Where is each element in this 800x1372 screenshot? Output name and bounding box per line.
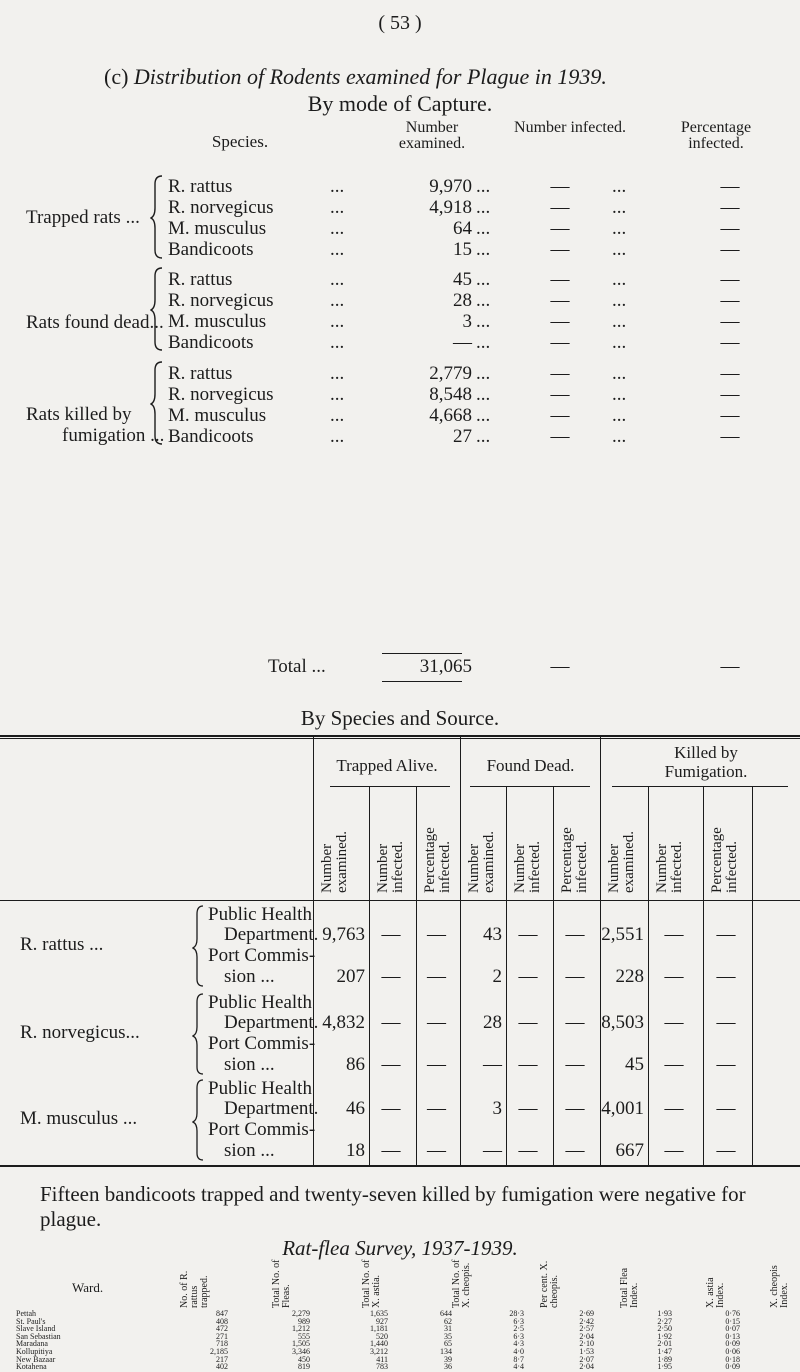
t2-cell-pd: — <box>381 1098 401 1119</box>
t1-examined: 45 <box>453 269 472 290</box>
t3-header: Total Flea Index. <box>619 1267 640 1308</box>
t2-cell-pc: — <box>381 966 401 987</box>
t2-group-trapped-alive: Trapped Alive. <box>336 756 438 775</box>
t1-header-percentage: Percentage infected. <box>680 119 752 152</box>
t2-cell-pd: — <box>565 1012 585 1033</box>
t2-cell-pc: — <box>518 966 538 987</box>
t2-cell-pc: — <box>664 1140 684 1161</box>
t2-source-pc-1: Port Commis- <box>208 1033 316 1054</box>
t3-cell: 39 <box>444 1354 452 1364</box>
t3-ward: Kotahena <box>16 1362 47 1372</box>
t1-examined: 27 <box>453 426 472 447</box>
t1-dots: ... <box>476 239 491 260</box>
t1-dots: ... <box>612 363 627 384</box>
t3-ward: St. Paul's <box>16 1316 46 1326</box>
t2-species: R. rattus ... <box>20 934 104 955</box>
t2-source-pd-1: Public Health <box>208 1078 312 1099</box>
t1-dots: ... <box>330 239 345 260</box>
t3-ward: Maradana <box>16 1339 48 1349</box>
t3-header: Per cent. X. cheopis. <box>539 1260 560 1308</box>
t3-cell: 1,212 <box>292 1324 310 1334</box>
t2-source-pd-2: Department. <box>224 1098 319 1119</box>
t1-total-label: Total ... <box>268 656 326 677</box>
t3-cell: 28·3 <box>509 1309 524 1318</box>
t3-cell: 408 <box>216 1316 228 1326</box>
t1-dots: ... <box>330 197 345 218</box>
t1-total-percentage: — <box>720 656 740 677</box>
t2-sub-header: Number examined. <box>466 830 497 893</box>
t1-group-fumigation-line2: fumigation ... <box>62 425 165 446</box>
t3-cell: 1,505 <box>292 1339 310 1349</box>
t1-total-examined: 31,065 <box>419 656 472 677</box>
t3-cell: 4·0 <box>513 1347 524 1356</box>
t1-infected: — <box>550 269 570 290</box>
t2-cell-pc: 667 <box>615 1140 644 1161</box>
t1-dots: ... <box>476 363 491 384</box>
t1-percentage: — <box>720 269 740 290</box>
t1-dots: ... <box>330 363 345 384</box>
t1-total-infected: — <box>550 656 570 677</box>
section-title: Distribution of Rodents examined for Plague in 1939. <box>133 64 607 89</box>
t1-braces <box>150 172 166 452</box>
t2-source-pd-1: Public Health <box>208 992 312 1013</box>
t1-infected: — <box>550 405 570 426</box>
t3-cell: 1·95 <box>657 1362 672 1372</box>
t2-species: R. norvegicus... <box>20 1022 140 1043</box>
t1-infected: — <box>550 290 570 311</box>
t2-cell-pd: — <box>716 1012 736 1033</box>
t1-header-species: Species. <box>211 132 269 151</box>
t1-infected: — <box>550 197 570 218</box>
t2-cell-pc: — <box>483 1140 502 1161</box>
t3-cell: 0·15 <box>725 1316 740 1326</box>
t2-cell-pd: — <box>565 1098 585 1119</box>
t1-dots: ... <box>330 176 345 197</box>
t2-cell-pc: — <box>381 1054 401 1075</box>
subheading-rat-flea-survey: Rat-flea Survey, 1937-1939. <box>282 1236 518 1260</box>
t3-cell: 819 <box>298 1362 310 1372</box>
t3-cell: 783 <box>376 1362 388 1372</box>
t1-header-infected: Number infected. <box>514 119 626 136</box>
t3-header: X. astia Index. <box>705 1277 726 1308</box>
t3-cell: 0·18 <box>725 1354 740 1364</box>
t2-cell-pc: — <box>427 966 446 987</box>
t1-species: R. norvegicus <box>168 290 274 311</box>
t3-cell: 2·42 <box>579 1316 594 1326</box>
t2-header-rule <box>0 900 800 901</box>
t2-source-pc-2: sion ... <box>224 1140 275 1161</box>
t3-ward: Slave Island <box>16 1324 56 1334</box>
t3-cell: 402 <box>216 1362 228 1372</box>
t1-dots: ... <box>612 197 627 218</box>
t1-dots: ... <box>476 311 491 332</box>
t1-examined: 4,918 <box>429 197 472 218</box>
t3-cell: 0·09 <box>725 1362 740 1372</box>
t2-cell-pd: 3 <box>492 1098 502 1119</box>
t1-species: M. musculus <box>168 218 267 239</box>
subheading-species-source: By Species and Source. <box>300 706 500 730</box>
t2-sub-header: Percentage infected. <box>422 827 453 893</box>
t1-percentage: — <box>720 405 740 426</box>
t1-dots: ... <box>330 405 345 426</box>
t2-cell-pd: — <box>664 1012 684 1033</box>
t1-group-found-dead: Rats found dead... <box>26 312 164 333</box>
t2-species: M. musculus ... <box>20 1108 138 1129</box>
t1-species: R. norvegicus <box>168 197 274 218</box>
t3-cell: 2·5 <box>513 1324 524 1334</box>
t2-source-pd-2: Department. <box>224 1012 319 1033</box>
t1-examined: 15 <box>453 239 472 260</box>
t1-percentage: — <box>720 363 740 384</box>
t2-cell-pc: — <box>483 1054 502 1075</box>
t3-cell: 2·27 <box>657 1316 672 1326</box>
t2-cell-pd: 46 <box>346 1098 365 1119</box>
t2-sub-header: Percentage infected. <box>559 827 590 893</box>
t1-percentage: — <box>720 239 740 260</box>
t3-cell: 3,346 <box>292 1347 310 1356</box>
t1-species: R. rattus <box>168 363 233 384</box>
t3-cell: 1·89 <box>657 1354 672 1364</box>
t3-header-ward: Ward. <box>72 1280 104 1295</box>
t2-group-killed-fumigation: Killed by Fumigation. <box>664 743 748 781</box>
t1-percentage: — <box>720 197 740 218</box>
t2-source-pd-1: Public Health <box>208 904 312 925</box>
t2-cell-pd: — <box>664 1098 684 1119</box>
t3-cell: 8·7 <box>513 1354 524 1364</box>
t1-species: R. rattus <box>168 176 233 197</box>
t3-cell: 0·76 <box>725 1309 740 1318</box>
t2-cell-pc: 2 <box>492 966 502 987</box>
t1-species: M. musculus <box>168 311 267 332</box>
t2-group-underline-1 <box>330 786 450 787</box>
t2-cell-pc: — <box>565 1140 585 1161</box>
t1-dots: ... <box>330 384 345 405</box>
t1-total-rule-bottom <box>382 681 462 682</box>
t1-infected: — <box>550 384 570 405</box>
t3-header: Total No. of X. cheopis. <box>451 1259 472 1308</box>
t1-dots: ... <box>330 290 345 311</box>
t3-cell: 555 <box>298 1331 310 1341</box>
t3-cell: 62 <box>444 1316 452 1326</box>
t2-sub-header: Number examined. <box>606 830 637 893</box>
t2-cell-pd: — <box>381 924 401 945</box>
t2-bottom-rule <box>0 1165 800 1167</box>
t2-cell-pc: 207 <box>336 966 365 987</box>
t2-vline-10 <box>752 787 753 1167</box>
t1-infected: — <box>550 218 570 239</box>
t3-cell: 989 <box>298 1316 310 1326</box>
t1-dots: ... <box>612 218 627 239</box>
t1-dots: ... <box>612 239 627 260</box>
t3-ward: Kollupitiya <box>16 1347 53 1356</box>
t1-infected: — <box>550 176 570 197</box>
t1-infected: — <box>550 363 570 384</box>
t2-cell-pd: 4,832 <box>322 1012 365 1033</box>
t1-percentage: — <box>720 311 740 332</box>
t1-dots: ... <box>476 176 491 197</box>
t2-cell-pc: — <box>664 1054 684 1075</box>
t1-examined: — <box>453 332 472 353</box>
t2-sub-header: Number infected. <box>512 840 543 893</box>
t1-dots: ... <box>476 290 491 311</box>
t2-sub-header: Percentage infected. <box>709 827 740 893</box>
t3-cell: 4·3 <box>513 1339 524 1349</box>
t1-examined: 8,548 <box>429 384 472 405</box>
t1-dots: ... <box>330 426 345 447</box>
paragraph-bandicoots: Fifteen bandicoots trapped and twenty-seven killed by fumigation were negative for plague. <box>40 1182 746 1231</box>
t2-top-rule <box>0 735 800 737</box>
t3-cell: 65 <box>444 1339 452 1349</box>
t1-dots: ... <box>612 176 627 197</box>
t1-dots: ... <box>476 332 491 353</box>
t1-dots: ... <box>476 426 491 447</box>
t1-group-fumigation-line1: Rats killed by <box>26 404 132 425</box>
t3-header: Total No. of Fleas. <box>271 1259 292 1308</box>
t3-cell: 2·07 <box>579 1354 594 1364</box>
t2-source-pc-2: sion ... <box>224 1054 275 1075</box>
t3-cell: 1,635 <box>370 1309 388 1318</box>
t3-cell: 271 <box>216 1331 228 1341</box>
t2-cell-pc: — <box>427 1140 446 1161</box>
t3-cell: 2·04 <box>579 1331 594 1341</box>
t3-cell: 2,185 <box>210 1347 228 1356</box>
t1-total-rule-top <box>382 653 462 654</box>
t3-cell: 2·01 <box>657 1339 672 1349</box>
t3-ward: San Sebastian <box>16 1331 61 1341</box>
t1-percentage: — <box>720 332 740 353</box>
t1-header-examined: Number examined. <box>398 119 466 152</box>
t1-percentage: — <box>720 218 740 239</box>
t2-source-pc-1: Port Commis- <box>208 1119 316 1140</box>
t3-cell: 2·50 <box>657 1324 672 1334</box>
t1-species: M. musculus <box>168 405 267 426</box>
t2-source-pc-2: sion ... <box>224 966 275 987</box>
t1-dots: ... <box>330 269 345 290</box>
t1-percentage: — <box>720 384 740 405</box>
t2-sub-header: Number examined. <box>319 830 350 893</box>
t2-cell-pd: 9,763 <box>322 924 365 945</box>
t1-group-trapped: Trapped rats ... <box>26 207 140 228</box>
t1-percentage: — <box>720 176 740 197</box>
t1-dots: ... <box>330 311 345 332</box>
t3-ward: New Bazaar <box>16 1354 56 1364</box>
t1-dots: ... <box>476 218 491 239</box>
t3-cell: 217 <box>216 1354 228 1364</box>
t2-cell-pc: — <box>565 966 585 987</box>
t2-cell-pd: — <box>518 924 538 945</box>
t2-cell-pc: — <box>716 1054 736 1075</box>
t3-cell: 718 <box>216 1339 228 1349</box>
t1-dots: ... <box>612 332 627 353</box>
t3-cell: 1,440 <box>370 1339 388 1349</box>
t2-cell-pd: 2,551 <box>601 924 644 945</box>
t3-cell: 472 <box>216 1324 228 1334</box>
t1-examined: 4,668 <box>429 405 472 426</box>
section-label: (c) <box>104 64 129 89</box>
t3-cell: 2·57 <box>579 1324 594 1334</box>
t1-dots: ... <box>612 426 627 447</box>
t2-cell-pc: — <box>716 966 736 987</box>
t1-examined: 9,970 <box>429 176 472 197</box>
t2-cell-pc: — <box>664 966 684 987</box>
t2-cell-pd: — <box>716 924 736 945</box>
t1-infected: — <box>550 426 570 447</box>
t2-group-underline-2 <box>470 786 590 787</box>
t3-cell: 1·47 <box>657 1347 672 1356</box>
t2-sub-header: Number infected. <box>654 840 685 893</box>
t2-cell-pd: — <box>518 1012 538 1033</box>
t3-cell: 6·3 <box>513 1331 524 1341</box>
t3-cell: 4·4 <box>513 1362 524 1372</box>
t2-cell-pd: — <box>381 1012 401 1033</box>
t2-cell-pc: 18 <box>346 1140 365 1161</box>
t2-cell-pc: 86 <box>346 1054 365 1075</box>
t3-cell: 847 <box>216 1309 228 1318</box>
t2-cell-pc: — <box>427 1054 446 1075</box>
t3-header: X. cheopis Index. <box>769 1265 790 1308</box>
t1-dots: ... <box>330 218 345 239</box>
t1-dots: ... <box>476 197 491 218</box>
t3-cell: 411 <box>376 1354 388 1364</box>
t3-cell: 35 <box>444 1331 452 1341</box>
t1-dots: ... <box>612 311 627 332</box>
t3-cell: 6·3 <box>513 1316 524 1326</box>
t1-infected: — <box>550 311 570 332</box>
t2-cell-pd: 28 <box>483 1012 502 1033</box>
t1-percentage: — <box>720 426 740 447</box>
t2-cell-pc: — <box>716 1140 736 1161</box>
t3-cell: 2·10 <box>579 1339 594 1349</box>
t1-dots: ... <box>330 332 345 353</box>
subheading-mode-of-capture: By mode of Capture. <box>307 91 493 116</box>
t2-cell-pd: — <box>716 1098 736 1119</box>
t2-cell-pd: 4,001 <box>601 1098 644 1119</box>
t1-examined: 2,779 <box>429 363 472 384</box>
t3-cell: 1,181 <box>370 1324 388 1334</box>
t2-group-underline-3 <box>612 786 788 787</box>
t3-cell: 3,212 <box>370 1347 388 1356</box>
t2-cell-pd: — <box>427 1012 446 1033</box>
t1-species: R. norvegicus <box>168 384 274 405</box>
t1-examined: 28 <box>453 290 472 311</box>
t1-infected: — <box>550 239 570 260</box>
t1-dots: ... <box>476 384 491 405</box>
t1-examined: 64 <box>453 218 472 239</box>
t2-cell-pd: — <box>427 924 446 945</box>
section-heading <box>104 64 607 90</box>
t3-cell: 0·13 <box>725 1331 740 1341</box>
t2-cell-pc: — <box>381 1140 401 1161</box>
t1-percentage: — <box>720 290 740 311</box>
t3-cell: 450 <box>298 1354 310 1364</box>
t3-cell: 0·09 <box>725 1339 740 1349</box>
t1-dots: ... <box>612 269 627 290</box>
t1-species: Bandicoots <box>168 332 254 353</box>
t3-header: Total No. of X. astia. <box>361 1259 382 1308</box>
t2-cell-pd: — <box>518 1098 538 1119</box>
t2-cell-pc: — <box>565 1054 585 1075</box>
t2-cell-pd: — <box>565 924 585 945</box>
t1-species: Bandicoots <box>168 239 254 260</box>
t3-cell: 1·92 <box>657 1331 672 1341</box>
t1-infected: — <box>550 332 570 353</box>
t1-dots: ... <box>612 405 627 426</box>
t3-cell: 31 <box>444 1324 452 1334</box>
t3-header: No. of R. rattus trapped. <box>179 1270 210 1308</box>
t1-dots: ... <box>612 384 627 405</box>
t3-cell: 134 <box>440 1347 452 1356</box>
t3-cell: 2·69 <box>579 1309 594 1318</box>
t3-ward: Pettah <box>16 1309 36 1318</box>
t3-cell: 2,279 <box>292 1309 310 1318</box>
t2-top-rule-2 <box>0 738 800 739</box>
t2-sub-header: Number infected. <box>375 840 406 893</box>
t3-cell: 0·07 <box>725 1324 740 1334</box>
t2-braces <box>192 900 206 1162</box>
t2-cell-pd: — <box>664 924 684 945</box>
page-number: ( 53 ) <box>378 12 422 34</box>
t1-dots: ... <box>476 405 491 426</box>
t2-source-pd-2: Department. <box>224 924 319 945</box>
t2-cell-pc: — <box>518 1054 538 1075</box>
t2-group-found-dead: Found Dead. <box>486 756 575 775</box>
t2-cell-pd: 8,503 <box>601 1012 644 1033</box>
t2-cell-pc: 228 <box>615 966 644 987</box>
t1-dots: ... <box>612 290 627 311</box>
t2-source-pc-1: Port Commis- <box>208 945 316 966</box>
t1-dots: ... <box>476 269 491 290</box>
t3-cell: 520 <box>376 1331 388 1341</box>
t1-species: R. rattus <box>168 269 233 290</box>
t3-cell: 2·04 <box>579 1362 594 1372</box>
t1-examined: 3 <box>462 311 472 332</box>
t3-cell: 1·93 <box>657 1309 672 1318</box>
t2-cell-pc: — <box>518 1140 538 1161</box>
t3-cell: 0·06 <box>725 1347 740 1356</box>
t3-cell: 644 <box>440 1309 452 1318</box>
t2-cell-pd: 43 <box>483 924 502 945</box>
t2-cell-pd: — <box>427 1098 446 1119</box>
t3-cell: 36 <box>444 1362 452 1372</box>
t1-species: Bandicoots <box>168 426 254 447</box>
t2-cell-pc: 45 <box>625 1054 644 1075</box>
t3-cell: 927 <box>376 1316 388 1326</box>
t3-cell: 1·53 <box>579 1347 594 1356</box>
